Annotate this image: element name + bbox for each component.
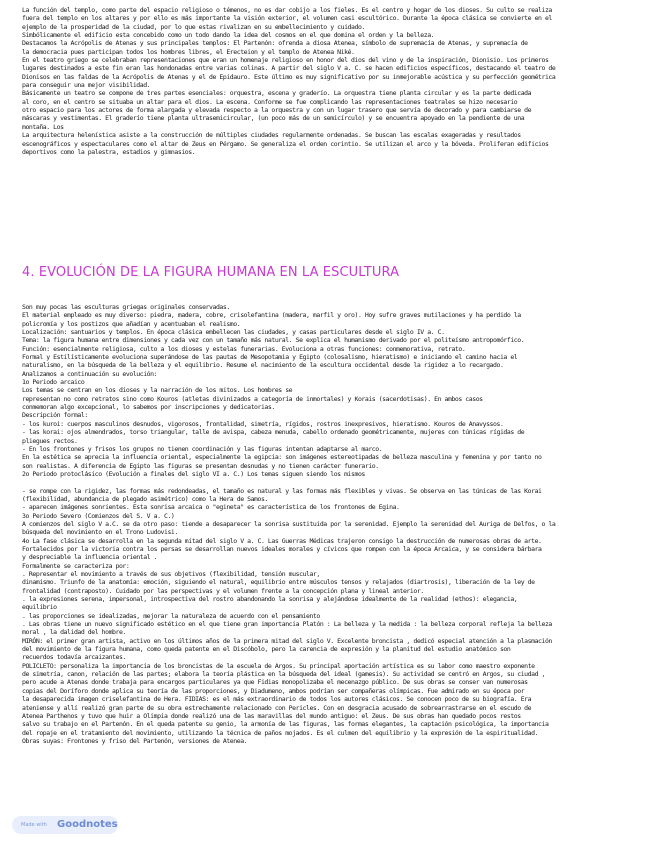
text-line: La arquitectura helenística asiste a la construcción de múltiples ciudades regularmente ordenadas. Se buscan las escalas exageradas y resultados bbox=[22, 131, 521, 140]
text-line: En el teatro griego se celebraban representaciones que eran un homenaje religioso en honor del dios del vino y de la inspiración, Dionisio. Los primeros bbox=[22, 56, 549, 65]
text-line: Destacamos la Acrópolis de Atenas y sus principales templos: El Partenón: ofrenda a diosa Atenea, símbolo de supremacía de Atenas, y supremacía de bbox=[22, 39, 528, 48]
text-line: (flexibilidad, abundancia de plegado asimétrico) como la Hera de Samos. bbox=[22, 494, 268, 503]
text-line: Los temas se centran en los dioses y la narración de los mitos. Los hombres se bbox=[22, 386, 293, 395]
text-line: son realistas. A diferencia de Egipto las figuras se presentan desnudas y no tienen carácter funerario. bbox=[22, 461, 379, 470]
text-line: Básicamente un teatro se compone de tres partes esenciales: orquestra, escena y graderío. La orquestra tiene planta circular y es la parte dedicada bbox=[22, 89, 532, 98]
text-line: montaña. Los bbox=[22, 122, 64, 131]
text-line: - los kuroi: cuerpos masculinos desnudos, vigorosos, frontalidad, simetría, rígidos, rostros inexpresivos, hieratismo. Kouros de Anavyssos. bbox=[22, 419, 504, 428]
text-line: - se rompe con la rigidez, las formas más redondeadas, el tamaño es natural y las formas más flexibles y vivas. Se observa en las túnicas de las Korai bbox=[22, 486, 542, 495]
text-line: ateniense y allí realizó gran parte de su obra estrechamente relacionado con Pericles. Con en desgracia acusado de sobrearrastrarse en el escudo de bbox=[22, 703, 532, 712]
text-line: equilibrio bbox=[22, 603, 57, 612]
text-line: policromía y los postizos que añadían y acentuaban el realismo. bbox=[22, 319, 241, 328]
goodnotes-watermark bbox=[12, 816, 118, 834]
text-line: - aparecen imágenes sonrientes. Esta sonrisa arcaica o "egineta" es característica de los frontones de Egina. bbox=[22, 503, 400, 512]
text-line: 2o Periodo protoclásico (Evolución a finales del siglo VI a. C.) Los temas siguen siendo los mismos bbox=[22, 469, 365, 478]
text-line: Función: esencialmente religiosa, culto a los dioses y estelas funerarias. Evoluciona a otras funciones: conmemorativa, retrato. bbox=[22, 344, 466, 353]
text-line: - las korai: ojos almendrados, torso triangular, talle de avispa, cabeza menuda, cabello ordenado geométricamente, mujeres con túnicas rígidas de bbox=[22, 428, 525, 437]
text-line: lugares destinados a este fin eran las hondonadas entre varias colinas. A partir del siglo V a. C. se hacen edificios específicos, destacando el teatro de bbox=[22, 64, 556, 73]
text-line: . las proporciones se idealizadas, mejorar la naturaleza de acuerdo con el pensamiento bbox=[22, 611, 320, 620]
text-line: para conseguir una mejor visibilidad. bbox=[22, 81, 151, 90]
text-line: al coro, en el centro se situaba un altar para el dios. La escena. Conforme se fue complicando las representaciones teatrales se hizo necesario bbox=[22, 97, 518, 106]
text-line: - En los frontones y frisos los grupos no tienen coordinación y las figuras intentan adaptarse al marco. bbox=[22, 444, 383, 453]
text-line: A comienzos del siglo V a.C. se da otro paso: tiende a desaparecer la sonrisa sustituida por la serenidad. Ejemplo la serenidad del Auriga de Delfos, o la bbox=[22, 519, 556, 528]
watermark-made-with: Made with bbox=[21, 822, 47, 828]
text-line: . Representar el movimiento a través de sus objetivos (flexibilidad, tensión muscular, bbox=[22, 570, 320, 578]
text-line: Analizamos a continuación su evolución: bbox=[22, 369, 158, 378]
text-line: Atenea Parthenos y tuvo que huir a Olimpia donde realizó una de las maravillas del mundo antiguo: el Zeus. De sus obras han quedado pocos restos bbox=[22, 711, 521, 720]
section-sculpture-text bbox=[22, 303, 638, 745]
text-line: fuera del templo en los altares y por ello es más importante la visión exterior, el volumen casi escultórico. Durante la época clásica se convierte en el bbox=[22, 14, 552, 23]
text-line: 4o La fase clásica se desarrolla en la segunda mitad del siglo V a. C. Las Guerras Médicas trajeron consigo la destrucción de numerosas obras de arte. bbox=[22, 536, 542, 545]
text-line: POLICLETO: personaliza la importancia de los broncistas de la escuela de Argos. Su principal aportación artística es su labor como maestro exponente bbox=[22, 661, 535, 670]
text-line: de simetría, canon, relación de las partes; elabora la teoría plástica en la búsqueda del ideal (gamesis). Su actividad se centró en Argos, su ciudad , bbox=[22, 670, 545, 679]
text-line: Fortalecidos por la victoria contra los persas se desarrollan nuevos ideales morales y cívicos que rompen con la época Arcaica, y se considera bárbara bbox=[22, 544, 542, 553]
text-line: ejemplo de la prosperidad de la ciudad, por lo que estas rivalizan en su embellecimiento y cuidado. bbox=[22, 22, 365, 31]
text-line: Dionisos en las faldas de la Acrópolis de Atenas y el de Epidauro. Este último es muy significativo por su inmejorable acústica y su perfección geométrica bbox=[22, 72, 556, 81]
text-line: naturalismo, en la búsqueda de la belleza y el equilibrio. Resume el nacimiento de la escultura occidental desde la rigidez a lo recargado. bbox=[22, 361, 504, 370]
text-line: la desaparecida imagen criselefantina de Hera. FIDIAS: es el más extraordinario de todos los autores clásicos. Se conocen poco de su biografía. Era bbox=[22, 695, 532, 704]
text-line: Descripción formal: bbox=[22, 411, 88, 420]
text-line: recuerdos todavía arcaizantes. bbox=[22, 653, 126, 662]
text-line: Tema: la figura humana entre dimensiones y cada vez con un tamaño más natural. Se explica el humanismo derivado por el politeísmo antropomórfico. bbox=[22, 336, 525, 345]
text-line: conmemoran algo excepcional, lo sabemos por inscripciones y dedicatorias. bbox=[22, 403, 275, 412]
text-line: salvo su trabajo en el Partenón. En el queda patente su genio, la armonía de las figuras, las formas elegantes, la captación psicológica, la importancia bbox=[22, 720, 549, 729]
text-line: En la estética se aprecia la influencia oriental, especialmente la egipcia: son imágenes estereotipadas de belleza masculina y femenina y por tanto no bbox=[22, 453, 542, 462]
text-line: escenográficos y espectaculares como el altar de Zeus en Pérgamo. Se generaliza el orden corintio. Se utilizan el arco y la bóveda. Proliferan edificios bbox=[22, 139, 549, 148]
text-line: y despreciable la influencia oriental . bbox=[22, 553, 158, 562]
text-line: moral , la dalidad del hombre. bbox=[22, 628, 126, 637]
section-heading: 4. EVOLUCIÓN DE LA FIGURA HUMANA EN LA ESCULTURA bbox=[22, 265, 400, 280]
text-line: representan no como retratos sino como Kouros (atletas divinizados a categoría de inmortales) y Korais (sacerdotisas). En ambos casos bbox=[22, 394, 483, 403]
text-line: del ropaje en el tratamiento del movimiento, utilizando la técnica de paños mojados. Es el culmen del equilibrio y la expresión de la espiritualidad. bbox=[22, 728, 539, 737]
text-line: Son muy pocas las esculturas griegas originales conservadas. bbox=[22, 303, 230, 311]
text-line: del movimiento de la figura humana, como queda patente en el Discóbolo, pero la carencia de expresión y la planitud del estudio anatómico son bbox=[22, 645, 511, 654]
text-line: . la expresiones serena, impersonal, introspectiva del rostro abandonando la sonrisa y alejándose idealmente de la realidad (ethos): elegancia, bbox=[22, 595, 518, 604]
text-line: la democracia pues participan todos los hombres libres, el Erecteion y el templo de Atenea Niké. bbox=[22, 47, 355, 56]
text-line: Localización: santuarios y templos. En época clásica embellecen las ciudades, y casas particulares desde el siglo IV a. C. bbox=[22, 328, 445, 337]
text-line: Simbólicamente el edificio esta concebido como un todo dando la idea del cosmos en el que domina el orden y la belleza. bbox=[22, 31, 435, 40]
text-line: Obras suyas: Frontones y friso del Partenón, versiones de Atenea. bbox=[22, 736, 248, 745]
text-line: 1o Periodo arcaico bbox=[22, 378, 85, 387]
text-line: frontalidad (contraposto). Cuidado por las perspectivas y el volumen frente a la concepción plana y lineal anterior. bbox=[22, 586, 424, 595]
text-line: El material empleado es muy diverso: piedra, madera, cobre, crisolefantina (madera, marfil y oro). Hoy sufre graves mutilaciones y ha perdido la bbox=[22, 311, 521, 320]
text-line: La función del templo, como parte del espacio religioso o témenos, no es dar cobijo a los fieles. Es el centro y hogar de los dioses. Su culto se realiza bbox=[22, 6, 552, 14]
text-line: pliegues rectos. bbox=[22, 436, 78, 445]
text-line: otro espacio para los actores de forma alargada y elevada respecto a la orquestra y con un lugar trasero que servía de decorado y para cambiarse de bbox=[22, 106, 532, 115]
text-line: Formal y Estilísticamente evoluciona superándose de las pautas de Mesopotamia y Egipto (colosalismo, hieratismo) e iniciando el camino hacia el bbox=[22, 353, 518, 362]
text-line: deportivos como la palestra, estadios y gimnasios. bbox=[22, 147, 196, 156]
text-line: dinamismo. Triunfo de la anatomía: emoción, siguiendo el natural, equilibrio entre músculos tensos y relajados (diartrosis), liberación de la ley de bbox=[22, 578, 535, 587]
text-line: pero acude a Atenas donde trabaja para encargos particulares ya que Fidias monopolizaba el mecenazgo público. De sus obras se conser van numerosas bbox=[22, 678, 528, 687]
text-line: . Las obras tiene un nuevo significado estético en el que tiene gran importancia Platón : La belleza y la medida : la belleza corporal refleja la belleza bbox=[22, 620, 552, 629]
text-line bbox=[22, 478, 638, 486]
text-line: máscaras y vestimentas. El graderío tiene planta ultrasemicircular, (un poco más de un semicírculo) y se encuentra apoyado en la pendiente de una bbox=[22, 114, 525, 123]
text-line: búsqueda del movimiento en el Trono Ludovisi. bbox=[22, 528, 178, 537]
text-line: 3o Periodo Severo (Comienzos del S. V a. C.) bbox=[22, 511, 175, 520]
text-line: MIRÓN: el primer gran artista, activo en los últimos años de la primera mitad del siglo V. Excelente broncista , dedicó especial atención a la plasmación bbox=[22, 636, 552, 645]
watermark-brand: Goodnotes bbox=[57, 819, 118, 830]
section-architecture-text bbox=[22, 6, 638, 156]
text-line: copias del Doríforo donde aplica su teoría de las proporciones, y Diadumeno, ambos podrían ser compañeras olímpicas. Fue admirado en su época por bbox=[22, 686, 525, 695]
text-line: Formalmente se caracteriza por: bbox=[22, 561, 130, 570]
